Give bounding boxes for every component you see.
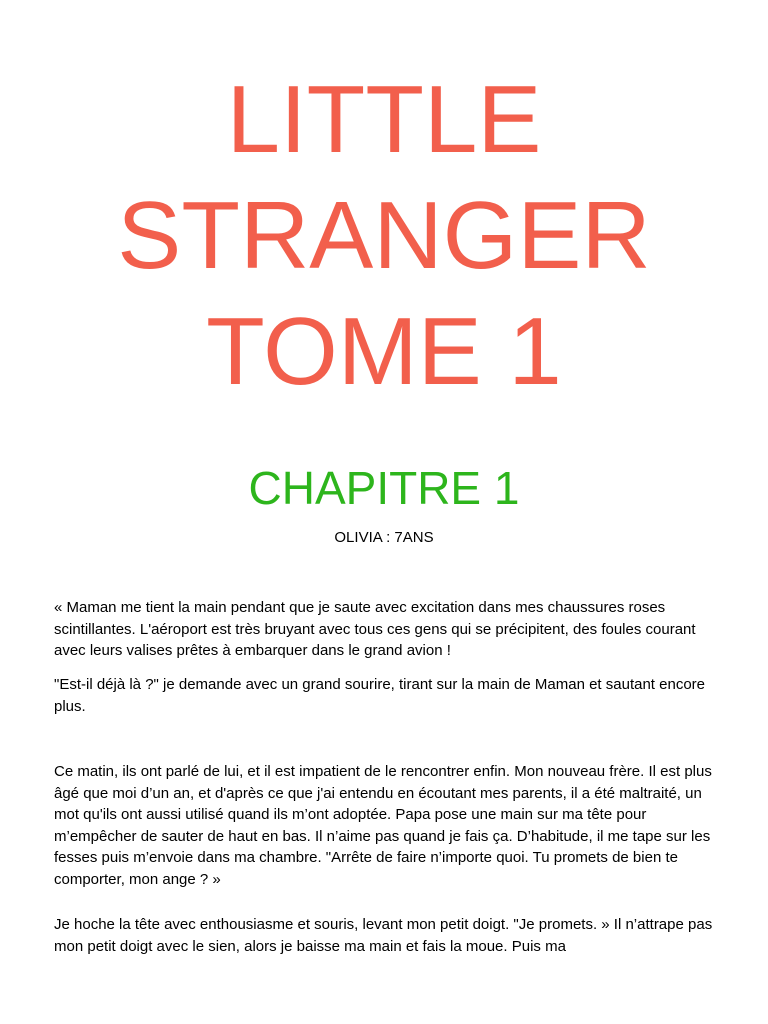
paragraph-3: Ce matin, ils ont parlé de lui, et il est impatient de le rencontrer enfin. Mon nouveau frère. Il est plus âgé que moi d’un an, et d'après ce que j'ai entendu en écoutant mes parents, il a été maltraité, un mot qu'ils ont aussi utilisé quand ils m’ont adoptée. Papa pose une main sur ma tête pour m’empêcher de sauter de haut en bas. Il n’aime pas quand je fais ça. D’habitude, il me tape sur les fesses puis m’envoie dans ma chambre. "Arrête de faire n’importe quoi. Tu promets de bien te comporter, mon ange ? » — [54, 763, 712, 888]
paragraph-1: « Maman me tient la main pendant que je saute avec excitation dans mes chaussures roses scintillantes. L'aéroport est très bruyant avec tous ces gens qui se précipitent, des foules courant avec leurs valises prêtes à embarquer dans le grand avion ! — [54, 599, 696, 659]
book-title-line-1: LITTLE — [226, 66, 542, 173]
paragraph-2: "Est-il déjà là ?" je demande avec un grand sourire, tirant sur la main de Maman et sautant encore plus. — [54, 676, 705, 715]
chapter-title: CHAPITRE 1 — [248, 462, 520, 514]
book-title-line-2: STRANGER — [117, 182, 651, 289]
book-title-line-3: TOME 1 — [206, 298, 562, 405]
chapter-subtitle: OLIVIA : 7ANS — [334, 529, 434, 546]
book-title — [0, 62, 768, 410]
paragraph-4: Je hoche la tête avec enthousiasme et souris, levant mon petit doigt. "Je promets. » Il n’attrape pas mon petit doigt avec le sien, alors je baisse ma main et fais la moue. Puis ma — [54, 916, 713, 955]
